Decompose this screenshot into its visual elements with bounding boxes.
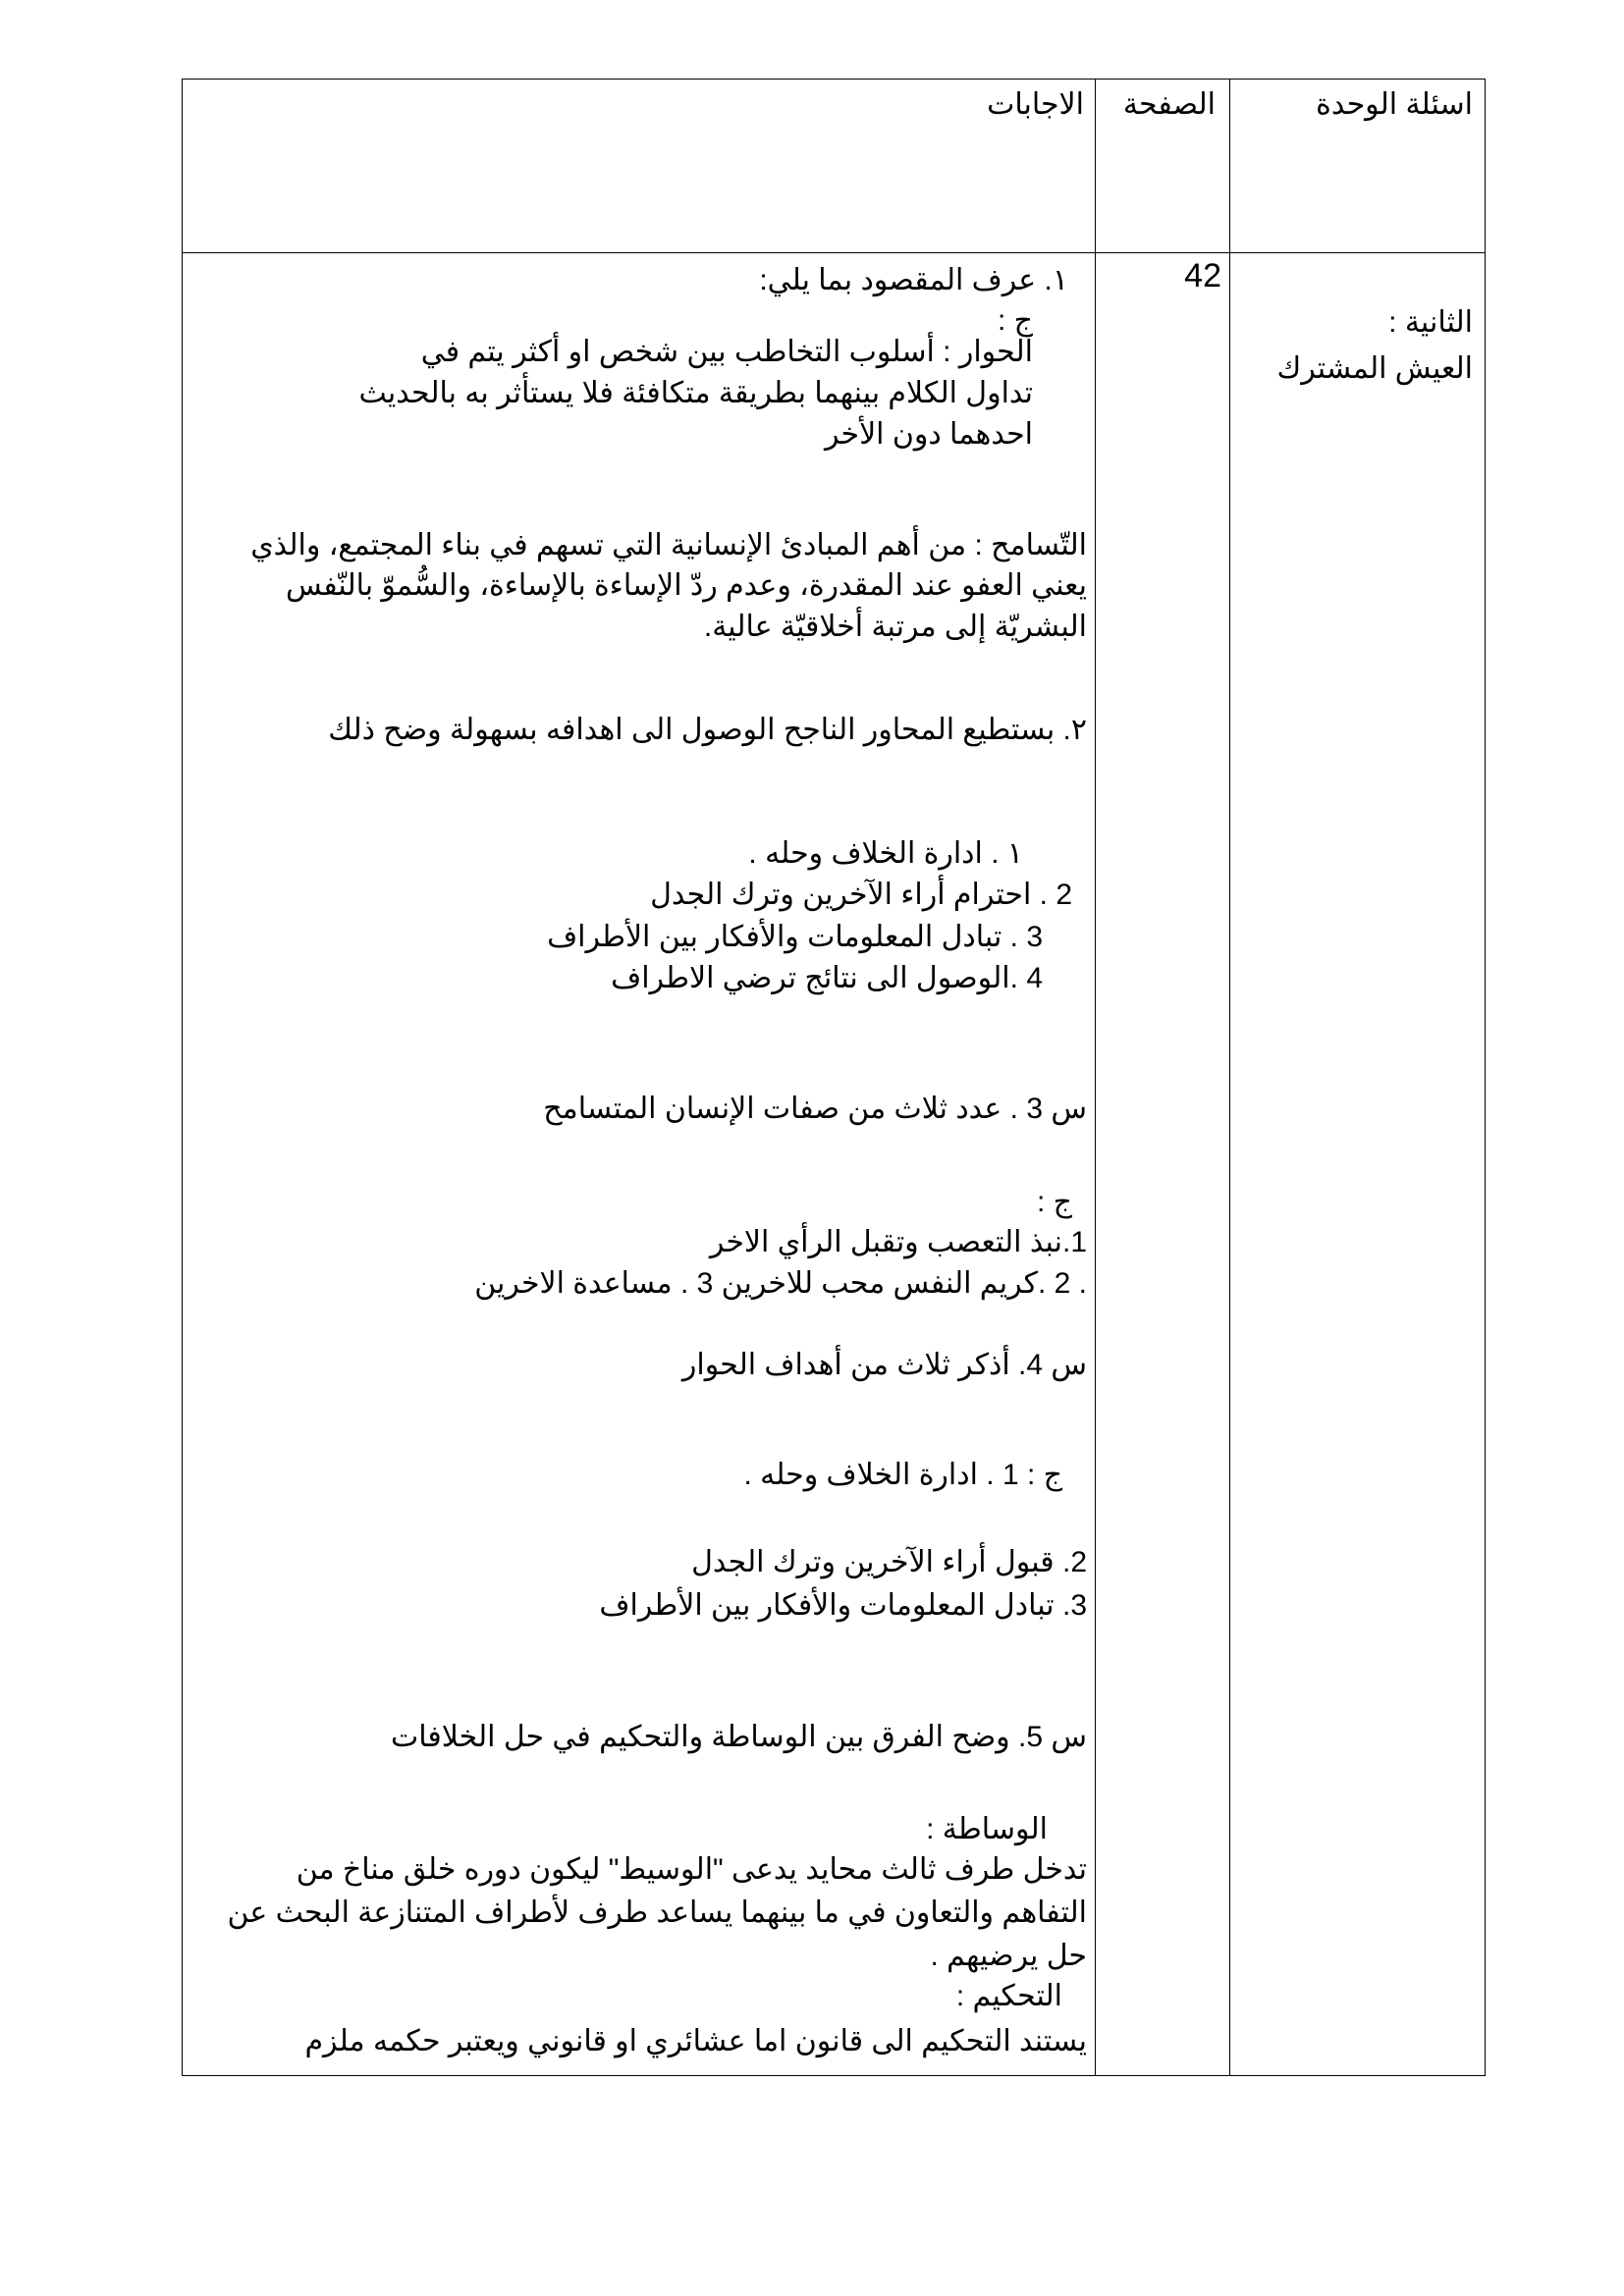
answer-line: احدهما دون الأخر — [824, 418, 1033, 451]
answer-line: س 5. وضح الفرق بين الوساطة والتحكيم في حل الخلافات — [391, 1721, 1087, 1753]
answer-line: ١. عرف المقصود بما يلي: — [759, 264, 1068, 296]
answer-line: الوساطة : — [926, 1813, 1048, 1845]
unit-name-line2: العيش المشترك — [1276, 352, 1473, 385]
answer-line: 2 . احترام أراء الآخرين وترك الجدل — [650, 879, 1072, 911]
answer-line: ج : — [997, 304, 1033, 337]
answer-line: ١ . ادارة الخلاف وحله . — [748, 837, 1023, 870]
answer-line: س 3 . عدد ثلاث من صفات الإنسان المتسامح — [543, 1093, 1087, 1125]
answer-line: البشريّة إلى مرتبة أخلاقيّة عالية. — [703, 611, 1087, 643]
page-number: 42 — [1184, 257, 1221, 294]
answer-line: 4 .الوصول الى نتائج ترضي الاطراف — [611, 962, 1043, 994]
answer-line: حل يرضيهم . — [930, 1940, 1087, 1972]
row-divider — [183, 252, 1485, 253]
answer-line: تداول الكلام بينهما بطريقة متكافئة فلا يستأثر به بالحديث — [358, 377, 1033, 409]
answer-line: يعني العفو عند المقدرة، وعدم ردّ الإساءة بالإساءة، والسُّموّ بالنّفس — [285, 569, 1087, 602]
header-page: الصفحة — [1122, 88, 1216, 121]
answer-line: ج : — [1036, 1186, 1072, 1218]
answer-line: 3 . تبادل المعلومات والأفكار بين الأطراف — [547, 921, 1043, 953]
unit-name-line1: الثانية : — [1388, 306, 1473, 339]
answer-line: ٢. بستطيع المحاور الناجح الوصول الى اهدافه بسهولة وضح ذلك — [328, 714, 1087, 746]
answer-line: يستند التحكيم الى قانون اما عشائري او قانوني ويعتبر حكمه ملزم — [304, 2025, 1087, 2057]
answer-line: 1.نبذ التعصب وتقبل الرأي الاخر — [709, 1226, 1087, 1258]
answer-line: التفاهم والتعاون في ما بينهما يساعد طرف لأطراف المتنازعة البحث عن — [227, 1896, 1087, 1929]
answer-line: 3. تبادل المعلومات والأفكار بين الأطراف — [599, 1589, 1087, 1622]
answer-line: تدخل طرف ثالث محايد يدعى "الوسيط" ليكون دوره خلق مناخ من — [296, 1853, 1087, 1886]
header-answers: الاجابات — [987, 88, 1084, 121]
answer-line: الحوار : أسلوب التخاطب بين شخص او أكثر يتم في — [420, 336, 1033, 368]
answer-line: التحكيم : — [955, 1980, 1062, 2012]
answer-line: التّسامح : من أهم المبادئ الإنسانية التي تسهم في بناء المجتمع، والذي — [250, 529, 1087, 561]
answer-line: س 4. أذكر ثلاث من أهداف الحوار — [681, 1349, 1087, 1381]
column-divider — [1095, 80, 1096, 2075]
answer-line: . 2 .كريم النفس محب للاخرين 3 . مساعدة الاخرين — [474, 1267, 1087, 1300]
header-unit-questions: اسئلة الوحدة — [1316, 88, 1473, 121]
answers-table — [182, 79, 1486, 2076]
answer-line: 2. قبول أراء الآخرين وترك الجدل — [691, 1546, 1087, 1578]
answer-line: ج : 1 . ادارة الخلاف وحله . — [743, 1459, 1062, 1491]
column-divider — [1229, 80, 1230, 2075]
